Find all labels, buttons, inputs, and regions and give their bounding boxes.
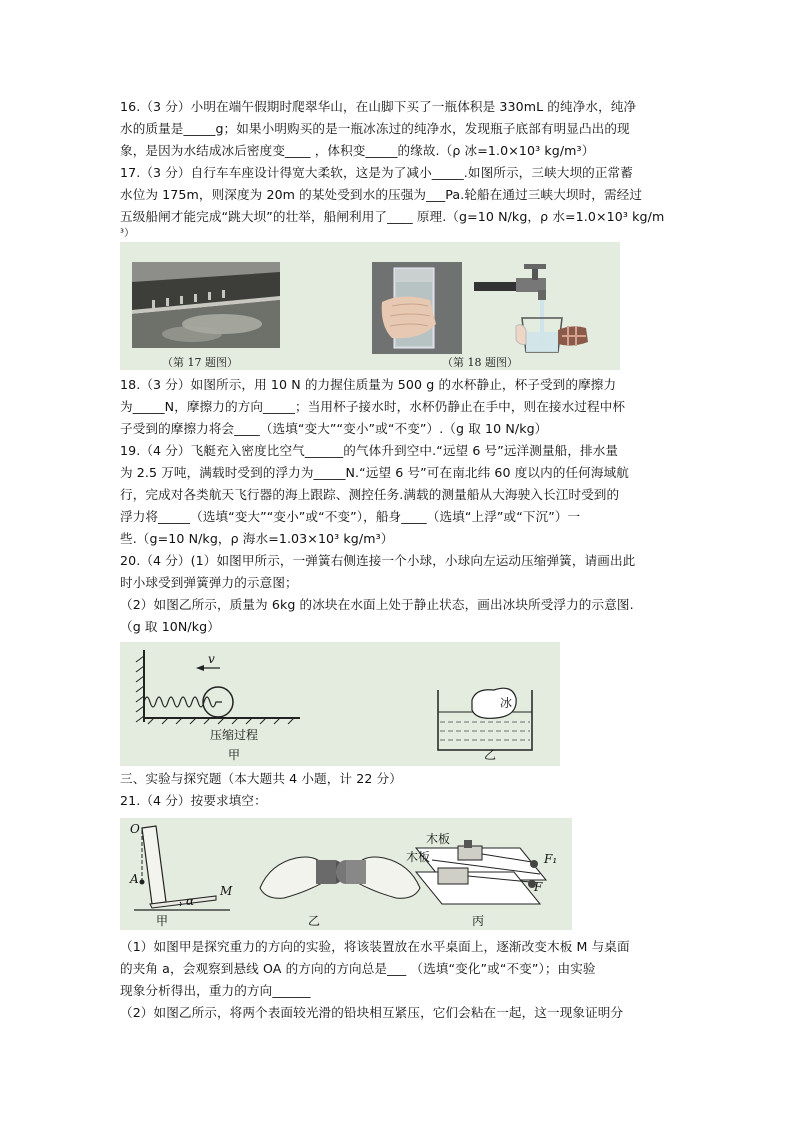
point-A-label: A	[130, 872, 139, 886]
q20-line4: （g 取 10N/kg）	[120, 619, 220, 634]
q17-line1: 17.（3 分）自行车车座设计得宽大柔软，这是为了减小_____.如图所示，三峡大坝的正常蓄	[120, 165, 633, 180]
q21-heading: 21.（4 分）按要求填空：	[120, 793, 267, 808]
board-label-2: 木板	[406, 850, 431, 864]
three-gorges-dam-photo	[132, 262, 280, 348]
q18-line3: 子受到的摩擦力将会____（选填“变大”“变小”或“不变”）.（g 取 10 N/kg）	[120, 421, 548, 436]
board-M-label: M	[220, 884, 233, 898]
q19-line1: 19.（4 分）飞艇充入密度比空气______的气体升到空中.“远望 6 号”远洋测量船，排水量	[120, 443, 619, 458]
exam-page	[120, 96, 676, 1024]
q16-line1: 16.（3 分）小明在端午假期时爬翠华山，在山脚下买了一瓶体积是 330mL 的纯净水，纯净	[120, 99, 637, 114]
figure-jia-label: 甲	[156, 914, 169, 928]
figure-21-drawing	[120, 818, 572, 930]
figure-bing-label: 丙	[472, 914, 485, 928]
q19-line3: 行，完成对各类航天飞行器的海上跟踪、测控任务.满载的测量船从大海驶入长江时受到的	[120, 487, 620, 502]
q19-line4: 浮力将_____（选填“变大”“变小”或“不变”），船身____（选填“上浮”或“下沉”）一	[120, 509, 581, 524]
q18-line2: 为_____N，摩擦力的方向_____；当用杯子接水时，水杯仍静止在手中，则在接水过程中杯	[120, 399, 626, 414]
compression-process-label: 压缩过程	[210, 728, 259, 742]
q17-line2: 水位为 175m，则深度为 20m 的某处受到水的压强为___Pa.轮船在通过三峡大坝时，需经过	[120, 187, 643, 202]
q20-line1: 20.（4 分）(1）如图甲所示，一弹簧右侧连接一个小球，小球向左运动压缩弹簧，请画出此	[120, 553, 636, 568]
q21-part2-line1: （2）如图乙所示，将两个表面较光滑的铅块相互紧压，它们会粘在一起，这一现象证明分	[120, 1005, 624, 1020]
q21-part1-line1: （1）如图甲是探究重力的方向的实验，将该装置放在水平桌面上，逐渐改变木板 M 与桌面	[120, 939, 630, 954]
caption-fig18: （第 18 题图）	[442, 356, 518, 369]
velocity-label: v	[208, 652, 215, 666]
board-label-1: 木板	[426, 832, 451, 846]
caption-fig17: （第 17 题图）	[162, 356, 238, 369]
q20-line2: 时小球受到弹簧弹力的示意图；	[120, 575, 298, 590]
q21-part1-line2: 的夹角 a，会观察到悬线 OA 的方向的方向总是___ （选填“变化”或“不变”）；由实验	[120, 961, 596, 976]
q19-line2: 为 2.5 万吨，满载时受到的浮力为_____N.“远望 6 号”可在南北纬 60 度以内的任何海域航	[120, 465, 629, 480]
force-F1-label: F₁	[544, 852, 558, 866]
q21-part1-line3: 现象分析得出，重力的方向______	[120, 983, 311, 998]
faucet-glass-drawing	[472, 260, 602, 356]
q18-line1: 18.（3 分）如图所示，用 10 N 的力握住质量为 500 g 的水杯静止，杯子受到的摩擦力	[120, 377, 617, 392]
q16-line2: 水的质量是_____g；如果小明购买的是一瓶冰冻过的纯净水，发现瓶子底部有明显凸出的现	[120, 121, 630, 136]
figure-jia-label: 甲	[228, 748, 241, 762]
section-3-heading: 三、实验与探究题（本大题共 4 小题，计 22 分）	[120, 771, 402, 786]
q17-line3: 五级船闸才能完成“跳大坝”的壮举，船闸利用了____ 原理.（g=10 N/kg，ρ 水=1.0×10³ kg/m	[120, 209, 665, 224]
figure-17-18	[120, 242, 620, 370]
q17-line4: ³）	[120, 228, 135, 239]
point-O-label: O	[130, 822, 140, 836]
figure-21	[120, 818, 572, 930]
hand-glass-photo	[372, 262, 462, 354]
angle-alpha-label: α	[186, 894, 195, 908]
ice-label: 冰	[500, 696, 513, 710]
q16-line3: 象，是因为水结成冰后密度变____ ，体积变_____的缘故.（ρ 冰=1.0×10³ kg/m³）	[120, 143, 595, 158]
q19-line5: 些.（g=10 N/kg，ρ 海水=1.03×10³ kg/m³）	[120, 531, 394, 546]
force-F-label: F	[534, 880, 543, 894]
figure-20	[120, 642, 560, 766]
figure-yi-label: 乙	[484, 748, 497, 762]
q20-line3: （2）如图乙所示，质量为 6kg 的冰块在水面上处于静止状态，画出冰块所受浮力的示意图.	[120, 597, 634, 612]
figure-yi-label: 乙	[308, 914, 321, 928]
